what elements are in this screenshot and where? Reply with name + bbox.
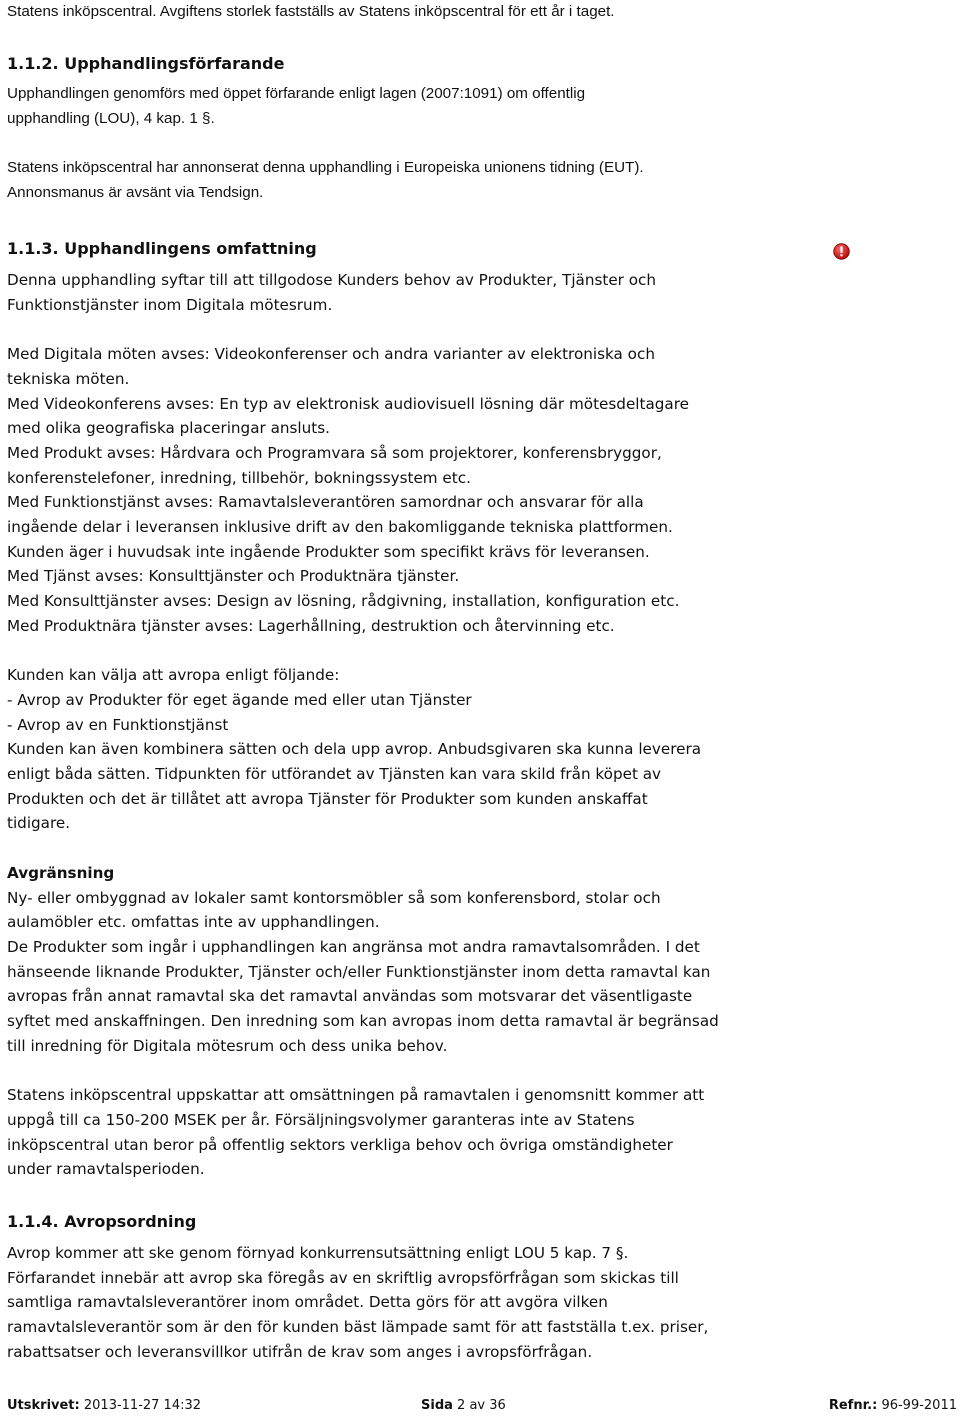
paragraph-line: - Avrop av Produkter för eget ägande med eller utan Tjänster [7,690,472,709]
paragraph-line: Med Produkt avses: Hårdvara och Programvara så som projektorer, konferensbryggor, [7,443,662,462]
paragraph-line: Förfarandet innebär att avrop ska föregås av en skriftlig avropsförfrågan som skickas till [7,1268,679,1287]
paragraph-line: Upphandlingen genomförs med öppet förfarande enligt lagen (2007:1091) om offentlig [7,85,586,102]
section-1-1-2 [7,52,952,206]
paragraph-line: Kunden äger i huvudsak inte ingående Produkter som specifikt krävs för leveransen. [7,542,650,561]
paragraph-line: Produkten och det är tillåtet att avropa Tjänster för Produkter som kunden anskaffat [7,789,648,808]
paragraph-line: aulamöbler etc. omfattas inte av upphandlingen. [7,913,380,932]
paragraph-line: Med Konsulttjänster avses: Design av lösning, rådgivning, installation, konfiguration etc. [7,592,680,611]
paragraph-line: ingående delar i leveransen inklusive drift av den bakomliggande tekniska plattformen. [7,518,673,537]
paragraph-line: hänseende liknande Produkter, Tjänster och/eller Funktionstjänster inom detta ramavtal kan [7,962,711,981]
section-heading: 1.1.2. Upphandlingsförfarande [7,54,285,73]
paragraph-line: tidigare. [7,814,71,833]
paragraph-line: Kunden kan även kombinera sätten och dela upp avrop. Anbudsgivaren ska kunna leverera [7,740,702,759]
paragraph-line: Med Tjänst avses: Konsulttjänster och Produktnära tjänster. [7,567,460,586]
paragraph-line: med olika geografiska placeringar ansluts. [7,419,330,438]
paragraph-line: syftet med anskaffningen. Den inredning som kan avropas inom detta ramavtal är begränsad [7,1012,719,1031]
lines-d [7,886,952,1059]
paragraph-line: uppgå till ca 150-200 MSEK per år. Försäljningsvolymer garanteras inte av Statens [7,1110,635,1129]
footer-page [421,1396,506,1416]
paragraph-line: Med Digitala möten avses: Videokonferenser och andra varianter av elektroniska och [7,345,655,364]
paragraph-line: rabattsatser och leveransvillkor utifrån de krav som anges i avropsförfrågan. [7,1342,593,1361]
footer-printed-label: Utskrivet: [7,1398,80,1413]
paragraph-line: Funktionstjänster inom Digitala mötesrum. [7,295,333,314]
lines-a [7,268,952,317]
paragraph-line: under ramavtalsperioden. [7,1160,205,1179]
paragraph-line: Kunden kan välja att avropa enligt följande: [7,666,340,685]
paragraph-line: samtliga ramavtalsleverantörer inom området. Detta görs för att avgöra vilken [7,1293,608,1312]
paragraph-line: De Produkter som ingår i upphandlingen kan angränsa mot andra ramavtalsområden. I det [7,937,700,956]
paragraph-line: - Avrop av en Funktionstjänst [7,715,229,734]
paragraph-line: enligt båda sätten. Tidpunkten för utförandet av Tjänsten kan vara skild från köpet av [7,765,662,784]
lines-c [7,663,952,836]
footer-ref-value: 96-99-2011 [881,1398,957,1413]
footer-ref [829,1396,957,1416]
paragraph-line: till inredning för Digitala mötesrum och dess unika behov. [7,1036,448,1055]
section-heading: 1.1.3. Upphandlingens omfattning [7,239,317,258]
paragraph-line: Med Funktionstjänst avses: Ramavtalsleverantören samordnar och ansvarar för alla [7,493,644,512]
lines-f [7,1241,952,1365]
paragraph-line: Med Videokonferens avses: En typ av elektronisk audiovisuell lösning där mötesdeltagare [7,394,689,413]
page-footer [7,1396,957,1416]
paragraph-line: Med Produktnära tjänster avses: Lagerhållning, destruktion och återvinning etc. [7,616,615,635]
paragraph-line: Ny- eller ombyggnad av lokaler samt kontorsmöbler så som konferensbord, stolar och [7,888,661,907]
exclamation-circle-icon [833,243,850,260]
paragraph-line: upphandling (LOU), 4 kap. 1 §. [7,109,215,127]
section-heading: 1.1.4. Avropsordning [7,1212,197,1231]
lines-b [7,342,952,638]
paragraph-line: Annonsmanus är avsänt via Tendsign. [7,183,264,201]
paragraph-line: Statens inköpscentral har annonserat denna upphandling i Europeiska unionens tidning (EUT). [7,159,644,177]
footer-printed [7,1396,201,1416]
section-1-1-3 [7,237,952,1182]
paragraph-line: inköpscentral utan beror på offentlig sektors verkliga behov och övriga omständigheter [7,1135,673,1154]
paragraph-line: ramavtalsleverantör som är den för kunden bäst lämpade samt för att fastställa t.ex. priser, [7,1318,709,1337]
paragraph-line: Statens inköpscentral uppskattar att omsättningen på ramavtalen i genomsnitt kommer att [7,1086,705,1105]
paragraph-line: Avrop kommer att ske genom förnyad konkurrensutsättning enligt LOU 5 kap. 7 §. [7,1244,629,1262]
footer-printed-value: 2013-11-27 14:32 [83,1398,202,1413]
footer-page-value: 2 av 36 [457,1398,506,1413]
footer-ref-label: Refnr.: [828,1398,878,1413]
paragraph-line: tekniska möten. [7,369,130,388]
subheading-avgransning: Avgränsning [7,863,115,882]
intro-line: Statens inköpscentral. Avgiftens storlek fastställs av Statens inköpscentral för ett år i taget. [7,3,615,20]
paragraph-line: avropas från annat ramavtal ska det ramavtal användas som motsvarar det väsentligaste [7,987,693,1006]
section-1-1-4 [7,1210,952,1365]
lines-e [7,1083,952,1182]
paragraph-line: konferenstelefoner, inredning, tillbehör, bokningssystem etc. [7,468,471,487]
footer-page-label: Sida [421,1398,453,1413]
paragraph-line: Denna upphandling syftar till att tillgodose Kunders behov av Produkter, Tjänster och [7,271,657,289]
